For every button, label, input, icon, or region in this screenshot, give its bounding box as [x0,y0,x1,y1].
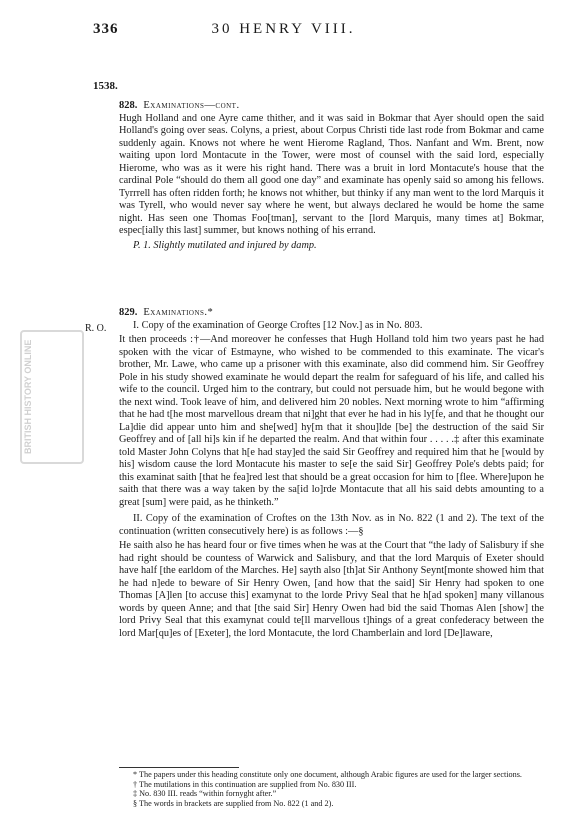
entry-828-text: Hugh Holland and one Ayre came thither, and it was said in Bokmar that Ayer should open the said Holland's going over seas. Colyns, a priest, about Corpus Christi tide last rode from Bokmar and came suddenly again. Knows not where he went Hierome Ragland, Thos. Nanfant and Wm. Brent, now waiting upon lord Montacute in the Tower, were most of counsel with the said lord, especially Hierome, who was as it were his right hand. There was a bruit in lord Montacute's house that the cardinal Pole “should do them all good one day” and examinate has openly said so among his fellows. Tyrrrell has often ridden forth; he knows not whither, but thinky if any man went to the lord Marquis it was Tyrell, who would never say where he went, but always declared he would be home the same night. Has seen one Thomas Foo[tman], servant to the [lord Marquis, many times at] Bokmar, espec[ially this last] summer, but knows nothing of his errand. [119,112,544,236]
page-number: 336 [93,21,119,37]
watermark-stamp [20,330,84,464]
entry-828-title: Examinations [143,100,205,111]
entry-829-section-1: I. Copy of the examination of George Croftes [12 Nov.] as in No. 803. [133,319,423,331]
entry-829-heading [119,307,544,320]
entry-829-number: 829. [119,307,138,318]
margin-reference: R. O. [85,323,107,334]
entry-828 [119,100,544,252]
entry-828-heading [119,100,544,113]
entry-828-title-suffix: —cont. [204,100,240,111]
entry-829-continuation-2: He saith also he has heard four or five times when he was at the Court that “the lady of Salisbury if she had right should be countess of Warwick and Salisbury, and that the lord Marquis of Exeter should have half [the earldom of the Marches. He] sayth also [th]at Sir Anthony Seynt[monte showed him that he had n]ede to beware of Sir Henry Owen, [and how that the said] Sir Henry had spoken to one Thomas [A]len [to accuse this] examynat to the lorde Privy Seal that he h[ad spoken] many villanous words by queen Anne; and that [the said Sir] Henry Owen had bid the said Thomas Alen [show] the lord Privy Seal that this examynat could te[ll marvellous t]hings of a great confederacy between the lord Mar[qu]es of [Exeter], the lord Montacute, the lord Chamberlain and lord [De]laware, [119,540,544,639]
entry-829-section-2: II. Copy of the examination of Croftes on the 13th Nov. as in No. 822 (1 and 2). The text of the continuation (written consecutively here) is as follows :—§ [119,513,544,537]
footnote-rule [119,767,239,768]
footnotes [119,770,544,808]
entry-829-continuation-1: It then proceeds :†—And moreover he confesses that Hugh Holland told him two years past he had spoken with the vicar of Estmayne, who wished to be commended to this examinate. The vicar's brother, Mr. Lawe, who came up a prisoner with this examinate, also did commend him. Sir Geoffrey Pole in his study showed examinate he would depart the realm for safeguard of his life, and called his wife to the council. Urged him to the contrary, but could not persuade him, but he would begone with the next wind. Took leave of him, and delivered him 20 nobles. Next morning wrote to him “affirming that he had t[he most marvellous dream that ni]ght that ever he had in his ly[fe, and that he thought our La]die did appear unto him and she[wed] hy[m that it shou]lde [be] the destruction of the said Sir Geoffrey and of [all hi]s kin if he departed the realm. And that within four . . . . .‡ after this examinate told Master John Colyns that h[e had stay]ed the said Sir Geoffrey and required him that he [would by his] wisdom cause the lord Montacute his master to se[e the said Sir] Geoffrey Pole's debts paid; for this examinat saith [that he fea]red lest that should be a great occasion for him to [flee. Where]upon he saith that there was a way taken by the sa[id lo]rde Montacute that all his said debts amounting to a great [sum] were paid, as he thinketh.” [119,334,544,508]
footnote-3: ‡ No. 830 III. reads “within fornyght after.” [133,789,277,799]
footnote-4: § The words in brackets are supplied from No. 822 (1 and 2). [133,798,334,808]
year-marginal: 1538. [93,80,118,92]
entry-828-note: P. 1. Slightly mutilated and injured by damp. [133,239,317,251]
entry-829 [119,307,544,640]
footnote-1: * The papers under this heading constitute only one document, although Arabic figures are used for the larger sections. [133,770,522,779]
watermark-text: BRITISH HISTORY ONLINE [23,339,33,455]
footnote-2: † The mutilations in this continuation are supplied from No. 830 III. [133,779,357,789]
running-title: 30 HENRY VIII. [211,21,356,37]
entry-829-title: Examinations.* [143,307,214,318]
entry-828-number: 828. [119,100,138,111]
